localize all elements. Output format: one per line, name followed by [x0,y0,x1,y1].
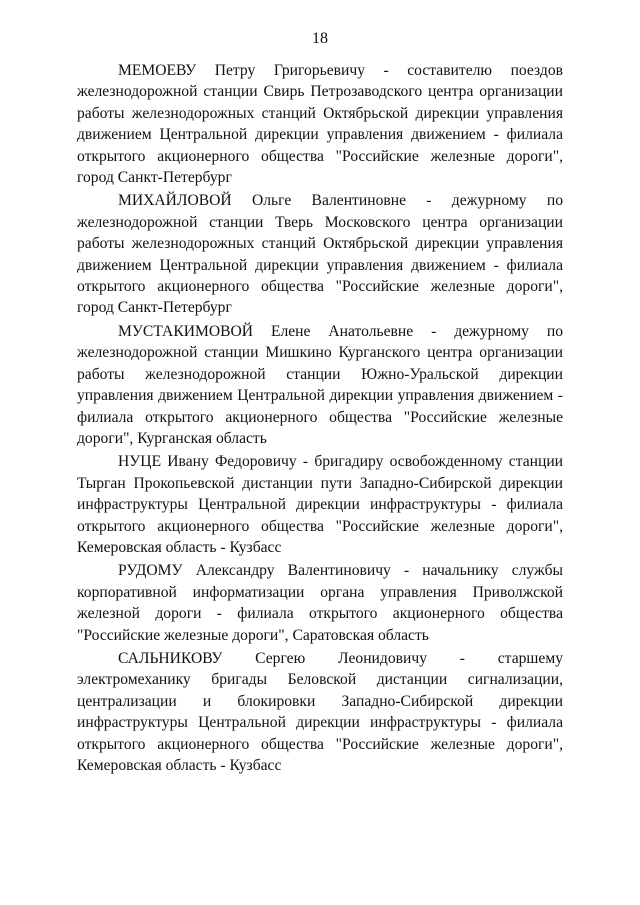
recipient-position: - дежурному по железнодорожной станции Тверь Московского центра организации работы железнодорожных станций Октябрьской дирекции управления движением Центральной дирекции управления движением - филиала открытого акционерного общества "Российские железные дороги", город Санкт-Петербург [77,192,563,317]
award-entry [77,560,563,646]
award-list [77,60,563,776]
recipient-position: - начальнику службы корпоративной информатизации органа управления Приволжской железной дороги - филиала открытого акционерного общества "Российские железные дороги", Саратовская область [77,562,563,644]
award-entry [77,321,563,449]
award-entry [77,60,563,188]
recipient-position: - дежурному по железнодорожной станции Мишкино Курганского центра организации работы железнодорожной станции Южно-Уральской дирекции управления движением Центральной дирекции управления движением - филиала открытого акционерного общества "Российские железные дороги", Курганская область [77,322,564,447]
award-entry [77,190,563,318]
award-entry [77,451,563,558]
recipient-position: - составителю поездов железнодорожной станции Свирь Петрозаводского центра организации работы железнодорожных станций Октябрьской дирекции управления движением Центральной дирекции управления движением - филиала открытого акционерного общества "Российские железные дороги", город Санкт-Петербург [77,62,563,187]
recipient-name: МЕМОЕВУ Петру Григорьевичу [118,62,365,79]
award-entry [77,648,563,776]
recipient-position: - бригадиру освобожденному станции Тырган Прокопьевской дистанции пути Западно-Сибирской дирекции инфраструктуры Центральной дирекции инфраструктуры - филиала открытого акционерного общества "Российские железные дороги", Кемеровская область - Кузбасс [77,453,564,556]
recipient-name: САЛЬНИКОВУ Сергею Леонидовичу [118,649,427,667]
recipient-name: РУДОМУ Александру Валентиновичу [118,562,391,580]
recipient-position: - старшему электромеханику бригады Беловской дистанции сигнализации, централизации и блокировки Западно-Сибирской дирекции инфраструктуры Центральной дирекции инфраструктуры - филиала открытого акционерного общества "Российские железные дороги", Кемеровская область - Кузбасс [77,649,564,774]
page-number: 18 [312,30,328,47]
recipient-name: МИХАЙЛОВОЙ Ольге Валентиновне [118,192,406,210]
recipient-name: НУЦЕ Ивану Федоровичу [118,453,297,471]
recipient-name: МУСТАКИМОВОЙ Елене Анатольевне [118,322,414,340]
